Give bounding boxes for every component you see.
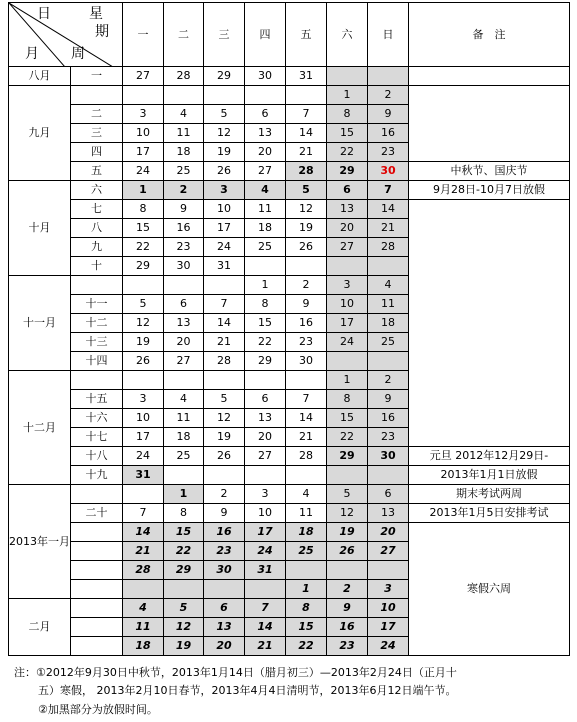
- date-cell: 11: [286, 504, 327, 523]
- date-cell: 9: [286, 295, 327, 314]
- date-cell: 24: [245, 542, 286, 561]
- remark-cell: 期末考试两周: [409, 485, 570, 504]
- date-cell: 4: [286, 485, 327, 504]
- date-cell: 4: [164, 390, 204, 409]
- week-number: 六: [71, 181, 123, 200]
- date-cell: 5: [123, 295, 164, 314]
- date-cell: 1: [164, 485, 204, 504]
- calendar-row: [9, 181, 570, 200]
- date-cell: 3: [327, 276, 368, 295]
- footnote-line-2: 五）寒假， 2013年2月10日春节，2013年4月4日清明节，2013年6月12日端午节。: [38, 684, 457, 697]
- date-cell: 3: [245, 485, 286, 504]
- date-cell: 17: [327, 314, 368, 333]
- calendar-row: [9, 485, 570, 504]
- date-cell: 22: [123, 238, 164, 257]
- date-cell: 8: [164, 504, 204, 523]
- date-cell: 5: [327, 485, 368, 504]
- corner-label-week: 周: [71, 46, 85, 62]
- date-cell: 2: [368, 86, 409, 105]
- date-cell: 8: [327, 390, 368, 409]
- date-cell: 30: [164, 257, 204, 276]
- date-cell: [123, 276, 164, 295]
- header-day-tue: 二: [164, 3, 204, 67]
- month-label: 2013年一月: [9, 485, 71, 599]
- date-cell: 23: [204, 542, 245, 561]
- date-cell: 17: [368, 618, 409, 637]
- date-cell: [164, 86, 204, 105]
- week-number: 七: [71, 200, 123, 219]
- date-cell: 30: [245, 67, 286, 86]
- date-cell: 4: [123, 599, 164, 618]
- date-cell: 7: [286, 105, 327, 124]
- date-cell: [286, 257, 327, 276]
- date-cell: 14: [368, 200, 409, 219]
- date-cell: [164, 276, 204, 295]
- date-cell: 22: [286, 637, 327, 656]
- date-cell: 2: [164, 181, 204, 200]
- date-cell: 2: [327, 580, 368, 599]
- date-cell: 16: [368, 409, 409, 428]
- date-cell: [123, 485, 164, 504]
- date-cell: 23: [368, 143, 409, 162]
- week-number: 三: [71, 124, 123, 143]
- date-cell: 31: [245, 561, 286, 580]
- date-cell: 16: [327, 618, 368, 637]
- date-cell: 30: [368, 447, 409, 466]
- date-cell: [245, 466, 286, 485]
- date-cell: [164, 466, 204, 485]
- date-cell: 25: [164, 162, 204, 181]
- date-cell: 14: [123, 523, 164, 542]
- date-cell: [368, 466, 409, 485]
- date-cell: 14: [286, 124, 327, 143]
- week-number: 十一: [71, 295, 123, 314]
- date-cell: 29: [164, 561, 204, 580]
- date-cell: 27: [327, 238, 368, 257]
- date-cell: 24: [204, 238, 245, 257]
- week-number: 十二: [71, 314, 123, 333]
- date-cell: [245, 371, 286, 390]
- date-cell: 27: [245, 162, 286, 181]
- week-number: 十八: [71, 447, 123, 466]
- date-cell: [123, 86, 164, 105]
- date-cell: 11: [368, 295, 409, 314]
- date-cell: 3: [123, 390, 164, 409]
- date-cell: 6: [368, 485, 409, 504]
- date-cell: 20: [327, 219, 368, 238]
- calendar-row: [9, 523, 570, 542]
- calendar-row: [9, 447, 570, 466]
- header-day-sat: 六: [327, 3, 368, 67]
- date-cell: 5: [286, 181, 327, 200]
- date-cell: [164, 371, 204, 390]
- remark-cell: 元旦 2012年12月29日-: [409, 447, 570, 466]
- header-day-fri: 五: [286, 3, 327, 67]
- date-cell: 23: [286, 333, 327, 352]
- date-cell: 17: [123, 428, 164, 447]
- remark-cell: 2013年1月5日安排考试: [409, 504, 570, 523]
- date-cell: 24: [123, 162, 164, 181]
- header-day-mon: 一: [123, 3, 164, 67]
- date-cell: 6: [164, 295, 204, 314]
- date-cell: 28: [368, 238, 409, 257]
- date-cell: 27: [245, 447, 286, 466]
- date-cell: 3: [204, 181, 245, 200]
- date-cell: 29: [204, 67, 245, 86]
- date-cell: 30: [368, 162, 409, 181]
- date-cell: 12: [204, 409, 245, 428]
- header-day-sun: 日: [368, 3, 409, 67]
- date-cell: 26: [286, 238, 327, 257]
- date-cell: 9: [368, 105, 409, 124]
- date-cell: 4: [368, 276, 409, 295]
- date-cell: 29: [327, 447, 368, 466]
- date-cell: 7: [204, 295, 245, 314]
- date-cell: 22: [245, 333, 286, 352]
- date-cell: 14: [245, 618, 286, 637]
- week-number: [71, 371, 123, 390]
- date-cell: 18: [164, 428, 204, 447]
- date-cell: [204, 466, 245, 485]
- date-cell: 10: [123, 409, 164, 428]
- remark-cell: 2013年1月1日放假: [409, 466, 570, 485]
- date-cell: [204, 580, 245, 599]
- week-number: [71, 276, 123, 295]
- date-cell: 8: [245, 295, 286, 314]
- week-number: [71, 618, 123, 637]
- date-cell: 21: [368, 219, 409, 238]
- calendar-row: [9, 466, 570, 485]
- week-number: [71, 523, 123, 542]
- week-number: 十九: [71, 466, 123, 485]
- date-cell: 28: [286, 162, 327, 181]
- date-cell: 18: [368, 314, 409, 333]
- date-cell: 19: [164, 637, 204, 656]
- date-cell: [327, 67, 368, 86]
- date-cell: 12: [164, 618, 204, 637]
- date-cell: 21: [286, 428, 327, 447]
- date-cell: 13: [245, 124, 286, 143]
- date-cell: 28: [286, 447, 327, 466]
- date-cell: 20: [245, 428, 286, 447]
- date-cell: 28: [164, 67, 204, 86]
- week-number: 二十: [71, 504, 123, 523]
- date-cell: 5: [204, 105, 245, 124]
- date-cell: 13: [164, 314, 204, 333]
- date-cell: 10: [368, 599, 409, 618]
- date-cell: 21: [286, 143, 327, 162]
- date-cell: 30: [286, 352, 327, 371]
- date-cell: 25: [368, 333, 409, 352]
- date-cell: 14: [286, 409, 327, 428]
- date-cell: 1: [123, 181, 164, 200]
- date-cell: 12: [286, 200, 327, 219]
- remark-cell: [409, 86, 570, 162]
- footnote-line-3: ②加黑部分为放假时间。: [38, 703, 158, 716]
- date-cell: 15: [245, 314, 286, 333]
- date-cell: [204, 276, 245, 295]
- date-cell: 29: [245, 352, 286, 371]
- date-cell: 18: [245, 219, 286, 238]
- date-cell: [286, 86, 327, 105]
- school-calendar-table: [8, 2, 570, 656]
- corner-label-xing: 星: [89, 6, 103, 22]
- date-cell: 1: [327, 86, 368, 105]
- date-cell: 12: [204, 124, 245, 143]
- date-cell: [123, 371, 164, 390]
- date-cell: 26: [204, 447, 245, 466]
- calendar-row: [9, 504, 570, 523]
- week-number: 十: [71, 257, 123, 276]
- date-cell: [368, 561, 409, 580]
- month-label: 十一月: [9, 276, 71, 371]
- date-cell: 11: [164, 124, 204, 143]
- date-cell: [204, 371, 245, 390]
- date-cell: 30: [204, 561, 245, 580]
- date-cell: 1: [286, 580, 327, 599]
- week-number: 五: [71, 162, 123, 181]
- date-cell: 31: [123, 466, 164, 485]
- date-cell: 16: [368, 124, 409, 143]
- date-cell: 21: [123, 542, 164, 561]
- week-number: [71, 580, 123, 599]
- date-cell: 29: [327, 162, 368, 181]
- date-cell: 26: [327, 542, 368, 561]
- date-cell: [327, 561, 368, 580]
- date-cell: 5: [204, 390, 245, 409]
- date-cell: 15: [123, 219, 164, 238]
- remark-cell: [409, 67, 570, 86]
- week-number: [71, 561, 123, 580]
- date-cell: 18: [164, 143, 204, 162]
- date-cell: [204, 86, 245, 105]
- date-cell: [327, 352, 368, 371]
- corner-label-day: 日: [37, 6, 51, 22]
- month-label: 八月: [9, 67, 71, 86]
- date-cell: 8: [123, 200, 164, 219]
- week-number: 十七: [71, 428, 123, 447]
- date-cell: 9: [327, 599, 368, 618]
- date-cell: [368, 352, 409, 371]
- remark-cell: 9月28日-10月7日放假: [409, 181, 570, 200]
- date-cell: 17: [245, 523, 286, 542]
- week-number: 四: [71, 143, 123, 162]
- date-cell: [245, 580, 286, 599]
- date-cell: 27: [123, 67, 164, 86]
- corner-header: [9, 3, 123, 67]
- week-number: 一: [71, 67, 123, 86]
- date-cell: 25: [286, 542, 327, 561]
- date-cell: 22: [164, 542, 204, 561]
- week-number: [71, 485, 123, 504]
- date-cell: 6: [245, 105, 286, 124]
- date-cell: 13: [327, 200, 368, 219]
- date-cell: 24: [368, 637, 409, 656]
- date-cell: 28: [204, 352, 245, 371]
- date-cell: 25: [245, 238, 286, 257]
- week-number: 九: [71, 238, 123, 257]
- date-cell: 19: [327, 523, 368, 542]
- date-cell: 12: [123, 314, 164, 333]
- week-number: 二: [71, 105, 123, 124]
- date-cell: 8: [286, 599, 327, 618]
- month-label: 二月: [9, 599, 71, 656]
- date-cell: [368, 257, 409, 276]
- date-cell: 6: [245, 390, 286, 409]
- calendar-row: [9, 200, 570, 219]
- date-cell: 16: [204, 523, 245, 542]
- calendar-row: [9, 86, 570, 105]
- date-cell: 10: [123, 124, 164, 143]
- date-cell: 2: [286, 276, 327, 295]
- date-cell: 18: [286, 523, 327, 542]
- date-cell: 26: [204, 162, 245, 181]
- date-cell: 1: [245, 276, 286, 295]
- week-number: [71, 86, 123, 105]
- header-day-wed: 三: [204, 3, 245, 67]
- date-cell: [327, 466, 368, 485]
- calendar-row: [9, 67, 570, 86]
- date-cell: 20: [368, 523, 409, 542]
- date-cell: 7: [123, 504, 164, 523]
- week-number: [71, 599, 123, 618]
- date-cell: 19: [204, 428, 245, 447]
- date-cell: 21: [245, 637, 286, 656]
- date-cell: 23: [327, 637, 368, 656]
- date-cell: [245, 86, 286, 105]
- date-cell: 13: [204, 618, 245, 637]
- date-cell: 23: [164, 238, 204, 257]
- date-cell: 20: [245, 143, 286, 162]
- date-cell: 19: [286, 219, 327, 238]
- header-remark: 备 注: [409, 3, 570, 67]
- week-number: 十三: [71, 333, 123, 352]
- date-cell: 4: [164, 105, 204, 124]
- date-cell: 21: [204, 333, 245, 352]
- date-cell: 22: [327, 428, 368, 447]
- date-cell: 6: [327, 181, 368, 200]
- week-number: 十四: [71, 352, 123, 371]
- date-cell: 11: [164, 409, 204, 428]
- date-cell: 15: [164, 523, 204, 542]
- date-cell: 18: [123, 637, 164, 656]
- footnote-line-1: 注：①2012年9月30日中秋节，2013年1月14日（腊月初三）—2013年2月24日（正月十: [14, 666, 457, 679]
- date-cell: [368, 67, 409, 86]
- date-cell: 23: [368, 428, 409, 447]
- date-cell: 4: [245, 181, 286, 200]
- header-day-thu: 四: [245, 3, 286, 67]
- week-number: 十五: [71, 390, 123, 409]
- date-cell: 25: [164, 447, 204, 466]
- date-cell: [286, 466, 327, 485]
- date-cell: 1: [327, 371, 368, 390]
- corner-label-month: 月: [25, 46, 39, 62]
- month-label: 十二月: [9, 371, 71, 485]
- date-cell: 17: [204, 219, 245, 238]
- date-cell: 8: [327, 105, 368, 124]
- date-cell: 9: [368, 390, 409, 409]
- date-cell: 26: [123, 352, 164, 371]
- date-cell: 15: [327, 124, 368, 143]
- date-cell: 22: [327, 143, 368, 162]
- date-cell: 11: [245, 200, 286, 219]
- date-cell: 2: [204, 485, 245, 504]
- date-cell: 14: [204, 314, 245, 333]
- date-cell: [123, 580, 164, 599]
- week-number: [71, 637, 123, 656]
- date-cell: 9: [204, 504, 245, 523]
- date-cell: 31: [286, 67, 327, 86]
- date-cell: 2: [368, 371, 409, 390]
- date-cell: 12: [327, 504, 368, 523]
- date-cell: 3: [123, 105, 164, 124]
- week-number: [71, 542, 123, 561]
- remark-cell: 寒假六周: [409, 523, 570, 656]
- date-cell: 31: [204, 257, 245, 276]
- corner-label-qi: 期: [95, 24, 109, 40]
- remark-cell: 中秋节、国庆节: [409, 162, 570, 181]
- date-cell: 7: [368, 181, 409, 200]
- date-cell: 24: [123, 447, 164, 466]
- date-cell: 20: [204, 637, 245, 656]
- month-label: 九月: [9, 86, 71, 181]
- date-cell: 20: [164, 333, 204, 352]
- date-cell: 5: [164, 599, 204, 618]
- date-cell: [327, 257, 368, 276]
- month-label: 十月: [9, 181, 71, 276]
- date-cell: 9: [164, 200, 204, 219]
- date-cell: 29: [123, 257, 164, 276]
- week-number: 十六: [71, 409, 123, 428]
- date-cell: 17: [123, 143, 164, 162]
- date-cell: 10: [204, 200, 245, 219]
- date-cell: 16: [286, 314, 327, 333]
- date-cell: 15: [327, 409, 368, 428]
- date-cell: 28: [123, 561, 164, 580]
- date-cell: [286, 561, 327, 580]
- remark-cell: [409, 200, 570, 447]
- date-cell: [164, 580, 204, 599]
- date-cell: [245, 257, 286, 276]
- calendar-row: [9, 162, 570, 181]
- date-cell: 13: [245, 409, 286, 428]
- date-cell: 3: [368, 580, 409, 599]
- date-cell: 27: [164, 352, 204, 371]
- date-cell: 10: [327, 295, 368, 314]
- date-cell: 7: [245, 599, 286, 618]
- date-cell: 13: [368, 504, 409, 523]
- date-cell: 10: [245, 504, 286, 523]
- date-cell: 6: [204, 599, 245, 618]
- date-cell: 16: [164, 219, 204, 238]
- date-cell: [286, 371, 327, 390]
- date-cell: 19: [204, 143, 245, 162]
- date-cell: 27: [368, 542, 409, 561]
- week-number: 八: [71, 219, 123, 238]
- date-cell: 11: [123, 618, 164, 637]
- date-cell: 24: [327, 333, 368, 352]
- date-cell: 7: [286, 390, 327, 409]
- date-cell: 15: [286, 618, 327, 637]
- date-cell: 19: [123, 333, 164, 352]
